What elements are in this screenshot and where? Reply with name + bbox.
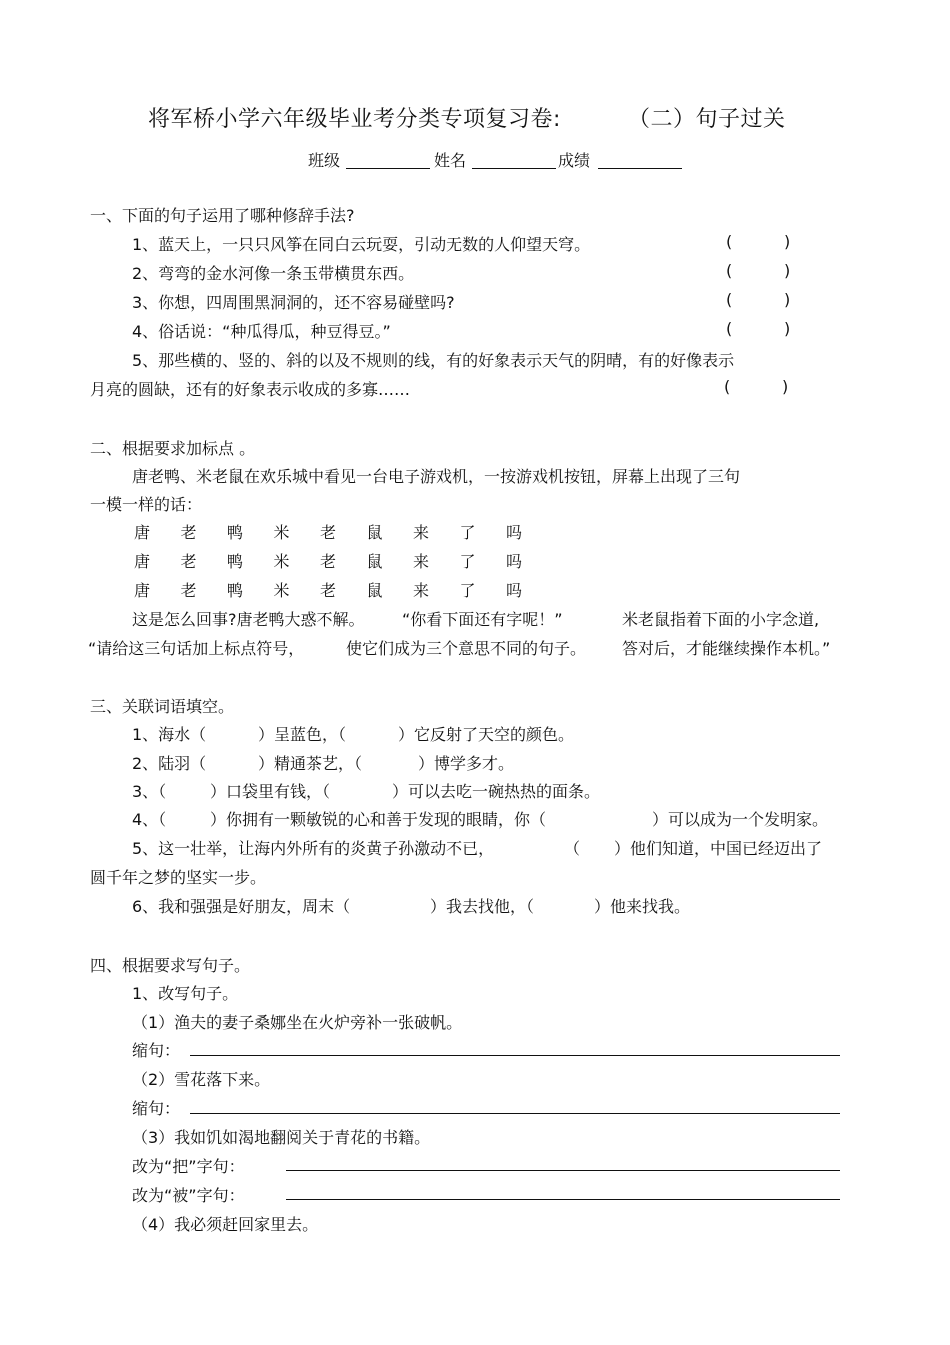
- s1-item-5-cont: 月亮的圆缺，还有的好象表示收成的多寡……: [90, 380, 411, 399]
- s2-para2-line2c: 答对后，才能继续操作本机。”: [622, 639, 831, 658]
- s2-para2-line1b: “你看下面还有字呢！”: [402, 610, 563, 629]
- s4-sub1: 1、改写句子。: [132, 984, 239, 1003]
- grid-char: 米: [273, 581, 290, 600]
- grid-char: 来: [412, 581, 429, 600]
- page-subtitle: （二）句子过关: [628, 107, 786, 132]
- section1-heading: 一、下面的句子运用了哪种修辞手法?: [90, 206, 355, 225]
- s2-para1-line2: 一模一样的话：: [90, 495, 203, 514]
- grid-char: 老: [180, 523, 197, 542]
- s3-l6-part3: ）他来找我。: [594, 897, 691, 916]
- grid-char: 唐: [133, 552, 150, 571]
- grid-char: 鸭: [226, 581, 243, 600]
- section2-heading: 二、根据要求加标点 。: [90, 439, 256, 458]
- score-label: 成绩: [558, 151, 591, 170]
- grid-char: 老: [180, 552, 197, 571]
- grid-char: 鼠: [366, 581, 383, 600]
- grid-char: 唐: [133, 523, 150, 542]
- grid-char: 吗: [505, 523, 522, 542]
- grid-char: 来: [412, 552, 429, 571]
- s2-para2-line1a: 这是怎么回事?唐老鸭大惑不解。: [132, 610, 365, 629]
- s4-q2: （2）雪花落下来。: [132, 1070, 271, 1089]
- s3-l3-part1: 3、（: [132, 782, 167, 801]
- s3-l6-part2: ）我去找他，（: [430, 897, 535, 916]
- s3-l5-part3: ）他们知道，中国已经迈出了: [614, 839, 823, 858]
- s4-bei-label: 改为“被”字句：: [132, 1186, 245, 1205]
- s4-q1: （1）渔夫的妻子桑娜坐在火炉旁补一张破帆。: [132, 1013, 463, 1032]
- s4-suo2-label: 缩句：: [132, 1099, 181, 1118]
- s3-l4-part1: 4、（: [132, 810, 167, 829]
- class-label: 班级: [308, 151, 341, 170]
- grid-char: 了: [459, 581, 476, 600]
- s4-bei-answer-line[interactable]: [286, 1199, 840, 1200]
- answer-paren-open: (: [726, 232, 733, 251]
- s3-l3-part3: ）可以去吃一碗热热的面条。: [392, 782, 601, 801]
- grid-char: 鼠: [366, 552, 383, 571]
- answer-paren-open: (: [724, 377, 731, 396]
- grid-char: 鸭: [226, 523, 243, 542]
- section3-heading: 三、关联词语填空。: [90, 697, 235, 716]
- s3-l2-part1: 2、陆羽（: [132, 754, 207, 773]
- section4-heading: 四、根据要求写句子。: [90, 956, 251, 975]
- s3-l2-part2: ）精通茶艺，（: [258, 754, 363, 773]
- s2-para1-line1: 唐老鸭、米老鼠在欢乐城中看见一台电子游戏机，一按游戏机按钮，屏幕上出现了三句: [132, 467, 741, 486]
- s3-l5-cont: 圆千年之梦的坚实一步。: [90, 868, 267, 887]
- grid-char: 老: [319, 552, 336, 571]
- grid-char: 老: [319, 523, 336, 542]
- grid-char: 老: [319, 581, 336, 600]
- answer-paren-close: ): [784, 290, 791, 309]
- grid-char: 了: [459, 523, 476, 542]
- s3-l1-part2: ）呈蓝色，（: [258, 725, 347, 744]
- s4-suo1-answer-line[interactable]: [190, 1055, 840, 1056]
- s1-item-4: 4、俗话说：“种瓜得瓜，种豆得豆。”: [132, 322, 391, 341]
- s3-l5-part2: （: [564, 839, 581, 858]
- s3-l2-part3: ）博学多才。: [418, 754, 515, 773]
- grid-char: 吗: [505, 552, 522, 571]
- grid-char: 米: [273, 552, 290, 571]
- grid-char: 吗: [505, 581, 522, 600]
- s3-l6-part1: 6、我和强强是好朋友，周末（: [132, 897, 351, 916]
- s3-l4-part2: ）你拥有一颗敏锐的心和善于发现的眼睛，你（: [210, 810, 547, 829]
- s4-q4: （4）我必须赶回家里去。: [132, 1215, 319, 1234]
- answer-paren-close: ): [784, 319, 791, 338]
- s2-para2-line1c: 米老鼠指着下面的小字念道,: [622, 610, 820, 629]
- s4-q3: （3）我如饥如渴地翻阅关于青花的书籍。: [132, 1128, 431, 1147]
- name-field[interactable]: [472, 168, 556, 169]
- class-field[interactable]: [346, 168, 430, 169]
- grid-char: 来: [412, 523, 429, 542]
- answer-paren-close: ): [784, 232, 791, 251]
- answer-paren-open: (: [726, 319, 733, 338]
- answer-paren-close: ): [784, 261, 791, 280]
- name-label: 姓名: [434, 151, 467, 170]
- grid-char: 鼠: [366, 523, 383, 542]
- s2-para2-line2a: “请给这三句话加上标点符号，: [88, 639, 305, 658]
- grid-char: 老: [180, 581, 197, 600]
- s3-l1-part1: 1、海水（: [132, 725, 207, 744]
- s2-para2-line2b: 使它们成为三个意思不同的句子。: [346, 639, 587, 658]
- grid-char: 唐: [133, 581, 150, 600]
- s3-l1-part3: ）它反射了天空的颜色。: [398, 725, 575, 744]
- grid-char: 了: [459, 552, 476, 571]
- s3-l3-part2: ）口袋里有钱，（: [210, 782, 331, 801]
- s1-item-1: 1、蓝天上，一只只风筝在同白云玩耍，引动无数的人仰望天穹。: [132, 235, 591, 254]
- page-title: 将军桥小学六年级毕业考分类专项复习卷:: [148, 107, 561, 132]
- answer-paren-close: ): [782, 377, 789, 396]
- answer-paren-open: (: [726, 290, 733, 309]
- s3-l5-part1: 5、这一壮举，让海内外所有的炎黄子孙激动不已，: [132, 839, 495, 858]
- grid-char: 米: [273, 523, 290, 542]
- s1-item-2: 2、弯弯的金水河像一条玉带横贯东西。: [132, 264, 415, 283]
- grid-char: 鸭: [226, 552, 243, 571]
- s4-suo1-label: 缩句：: [132, 1041, 181, 1060]
- s1-item-3: 3、你想，四周围黑洞洞的，还不容易碰壁吗?: [132, 293, 455, 312]
- s3-l4-part3: ）可以成为一个发明家。: [652, 810, 829, 829]
- s4-suo2-answer-line[interactable]: [190, 1113, 840, 1114]
- score-field[interactable]: [598, 168, 682, 169]
- s4-ba-label: 改为“把”字句：: [132, 1157, 245, 1176]
- s4-ba-answer-line[interactable]: [286, 1170, 840, 1171]
- s1-item-5: 5、那些横的、竖的、斜的以及不规则的线，有的好象表示天气的阴晴，有的好像表示: [132, 351, 735, 370]
- answer-paren-open: (: [726, 261, 733, 280]
